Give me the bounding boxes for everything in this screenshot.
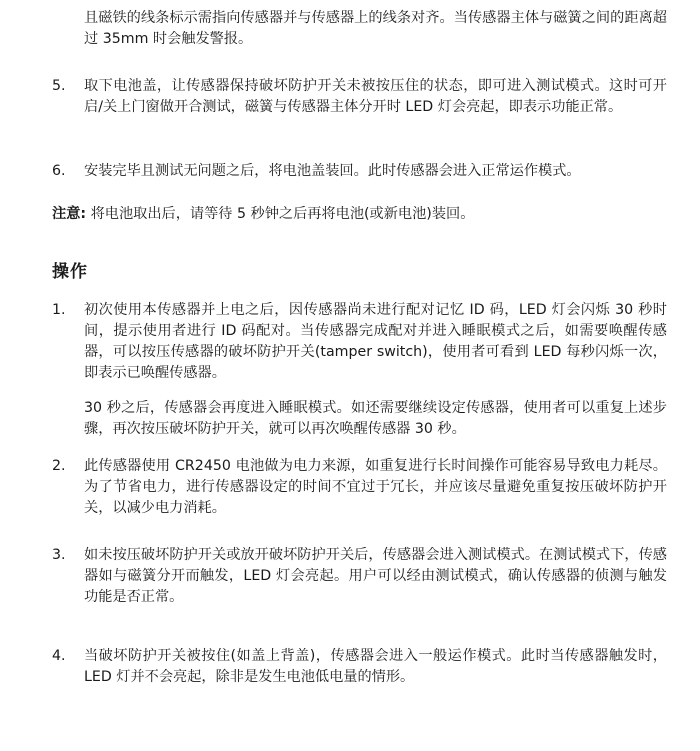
list-item-text: 取下电池盖，让传感器保持破坏防护开关未被按压住的状态，即可进入测试模式。这时可开启/关上门窗做开合测试，磁簧与传感器主体分开时 LED 灯会亮起，即表示功能正常。 bbox=[84, 78, 667, 115]
list-number: 5. bbox=[52, 78, 66, 94]
list-item-text: 如未按压破坏防护开关或放开破坏防护开关后，传感器会进入测试模式。在测试模式下，传感器如与磁簧分开而触发，LED 灯会亮起。用户可以经由测试模式，确认传感器的侦测与触发功能是否正常。 bbox=[84, 547, 667, 605]
list-number: 2. bbox=[52, 458, 66, 474]
list-number: 1. bbox=[52, 302, 66, 318]
list-item bbox=[52, 545, 667, 608]
list-item bbox=[52, 300, 667, 384]
note-text: 将电池取出后，请等待 5 秒钟之后再将电池(或新电池)装回。 bbox=[90, 206, 475, 222]
list-item-text: 此传感器使用 CR2450 电池做为电力来源，如重复进行长时间操作可能容易导致电力耗尽。为了节省电力，进行传感器设定的时间不宜过于冗长，并应该尽量避免重复按压破坏防护开关，以减少电力消耗。 bbox=[84, 458, 667, 516]
list-item bbox=[52, 161, 667, 182]
section-heading: 操作 bbox=[52, 262, 88, 282]
list-item bbox=[52, 76, 667, 118]
list-item bbox=[52, 456, 667, 519]
list-item bbox=[52, 646, 667, 688]
list-number: 6. bbox=[52, 163, 66, 179]
list-item-text: 当破坏防护开关被按住(如盖上背盖)，传感器会进入一般运作模式。此时当传感器触发时，LED 灯并不会亮起，除非是发生电池低电量的情形。 bbox=[84, 648, 667, 685]
note bbox=[52, 204, 667, 225]
list-item-text: 安装完毕且测试无问题之后，将电池盖装回。此时传感器会进入正常运作模式。 bbox=[84, 163, 581, 179]
paragraph-continuation: 且磁铁的线条标示需指向传感器并与传感器上的线条对齐。当传感器主体与磁簧之间的距离超过 35mm 时会触发警报。 bbox=[84, 10, 667, 47]
paragraph-continuation: 30 秒之后，传感器会再度进入睡眠模式。如还需要继续设定传感器，使用者可以重复上述步骤，再次按压破坏防护开关，就可以再次唤醒传感器 30 秒。 bbox=[84, 400, 667, 437]
note-label: 注意: bbox=[52, 206, 87, 222]
list-number: 3. bbox=[52, 547, 66, 563]
list-item-text: 初次使用本传感器并上电之后，因传感器尚未进行配对记忆 ID 码，LED 灯会闪烁 30 秒时间，提示使用者进行 ID 码配对。当传感器完成配对并进入睡眠模式之后，如需要唤醒传感器，可以按压传感器的破坏防护开关(tamper switch)，使用者可看到 LED 每秒闪烁一次，即表示已唤醒传感器。 bbox=[84, 302, 667, 381]
list-number: 4. bbox=[52, 648, 66, 664]
